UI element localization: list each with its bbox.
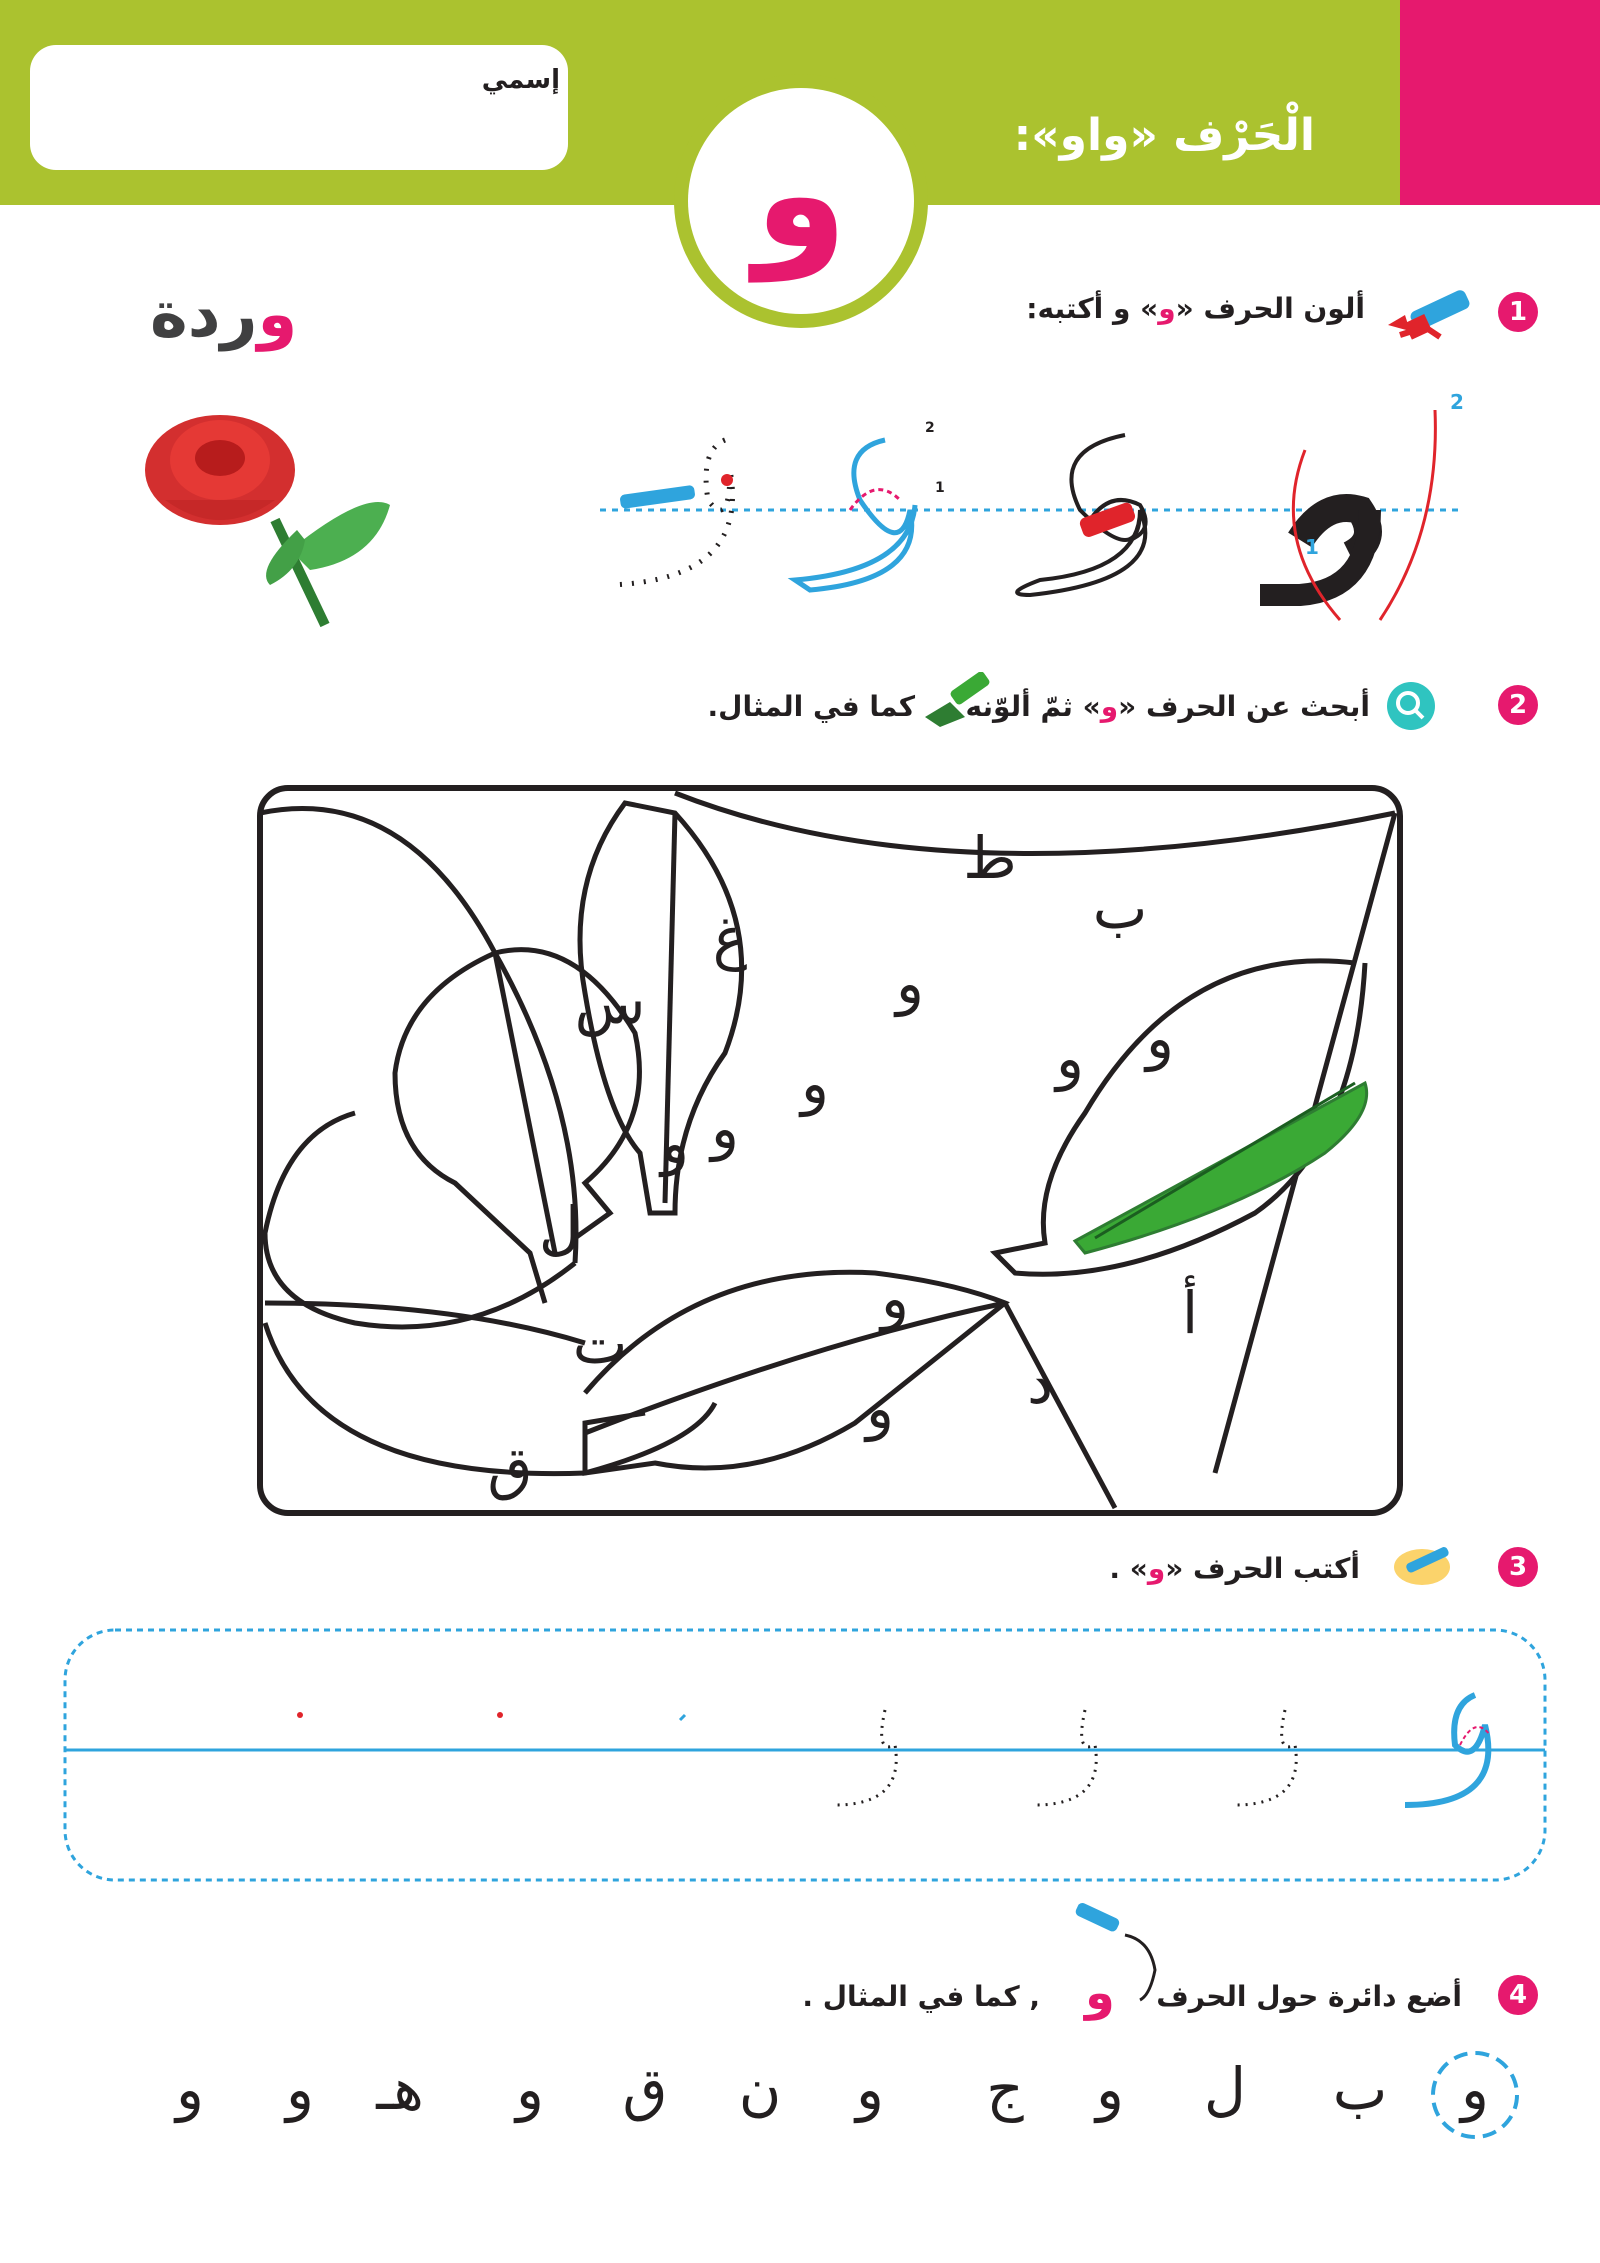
row-letter-7[interactable]: ن [738, 2055, 782, 2123]
step-2-number: 2 [1498, 685, 1538, 725]
row-letter-2[interactable]: ب [1332, 2055, 1388, 2123]
name-field[interactable] [30, 45, 568, 170]
step-3-text-b: » . [1109, 1552, 1148, 1585]
tracing-row [580, 380, 1480, 650]
leaf-letter-waw-5[interactable]: و [710, 1094, 740, 1162]
rose-image [135, 400, 400, 640]
row-letter-8[interactable]: ق [622, 2055, 668, 2123]
leaf-letter-ta[interactable]: ت [572, 1309, 628, 1377]
guide-stroke-1: 1 [935, 480, 945, 496]
leaf-letter-lam[interactable]: ل [538, 1194, 582, 1262]
leaf-letter-alif[interactable]: أ [1181, 1279, 1199, 1347]
row-letter-12[interactable]: و [175, 2055, 204, 2123]
name-label: إسمي [481, 65, 560, 95]
step-3-letter: و [1147, 1552, 1166, 1585]
header-corner [1400, 0, 1600, 205]
leaf-letter-baa[interactable]: ب [1092, 874, 1148, 942]
step-2-instruction-a [966, 690, 1370, 723]
step-4-letter: و [1085, 1965, 1115, 2021]
row-letter-1[interactable]: و [1460, 2055, 1489, 2123]
leaf-letter-waw-3[interactable]: و [1145, 1004, 1175, 1072]
step-3-number: 3 [1498, 1547, 1538, 1587]
step-1-text-a: ألون الحرف « [1175, 292, 1365, 325]
leaf-letter-waw-2[interactable]: و [895, 949, 925, 1017]
row-letter-10[interactable]: هـ [376, 2055, 424, 2123]
word-warda [150, 278, 297, 352]
step-1-number: 1 [1498, 292, 1538, 332]
step-4-instruction-b: , كما في المثال . [802, 1980, 1040, 2013]
magnifier-icon [1385, 680, 1437, 732]
step-2-text-a: أبحث عن الحرف « [1118, 690, 1370, 723]
leaf-letter-taa[interactable]: ط [963, 824, 1017, 892]
stroke-number-2: 2 [1450, 390, 1464, 414]
row-letter-11[interactable]: و [285, 2055, 314, 2123]
leaf-letter-waw-4[interactable]: و [1055, 1024, 1085, 1092]
word-rest: ردة [150, 278, 258, 352]
step-3-instruction [1109, 1552, 1360, 1585]
row-letter-6[interactable]: و [855, 2055, 884, 2123]
step-2-instruction-b: كما في المثال. [707, 690, 915, 723]
step-2-text-b: » ثمّ ألوّنه [965, 690, 1101, 723]
writing-practice-box[interactable] [55, 1625, 1555, 1885]
row-letter-4[interactable]: و [1095, 2055, 1124, 2123]
leaf-letter-waw-8[interactable]: و [865, 1374, 895, 1442]
leaves-figure [255, 783, 1405, 1518]
letter-badge [688, 88, 914, 314]
step-3-text-a: أكتب الحرف « [1165, 1552, 1360, 1585]
step-4-number: 4 [1498, 1975, 1538, 2015]
row-letter-3[interactable]: ل [1203, 2055, 1247, 2123]
leaf-letter-qaf[interactable]: ق [487, 1434, 533, 1502]
step-1-text-b: » و أكتبه: [1026, 292, 1159, 325]
leaf-letter-waw-6[interactable]: و [660, 1109, 690, 1177]
leaf-letter-dal[interactable]: د [1027, 1349, 1053, 1417]
crayon-icon [1380, 285, 1485, 345]
leaf-letter-waw-7[interactable]: و [880, 1264, 910, 1332]
step-1-instruction [1026, 292, 1365, 325]
word-first-letter: و [257, 278, 298, 352]
guide-stroke-2: 2 [925, 420, 935, 436]
row-letter-5[interactable]: ج [986, 2055, 1024, 2123]
step-1-letter: و [1158, 292, 1176, 325]
leaf-letter-ghain[interactable]: غ [712, 904, 748, 972]
stroke-number-1: 1 [1305, 535, 1319, 559]
page-title: الْحَرْف «واو»: [1013, 110, 1315, 161]
badge-letter: و [754, 108, 848, 282]
leaf-letter-sin[interactable]: س [574, 969, 646, 1037]
leaf-letter-waw-1[interactable]: و [800, 1049, 830, 1117]
step-4-instruction-a: أضع دائرة حول الحرف [1156, 1980, 1462, 2013]
pencil-hand-icon [1390, 1535, 1455, 1590]
row-letter-9[interactable]: و [515, 2055, 544, 2123]
step-2-letter: و [1100, 690, 1119, 723]
